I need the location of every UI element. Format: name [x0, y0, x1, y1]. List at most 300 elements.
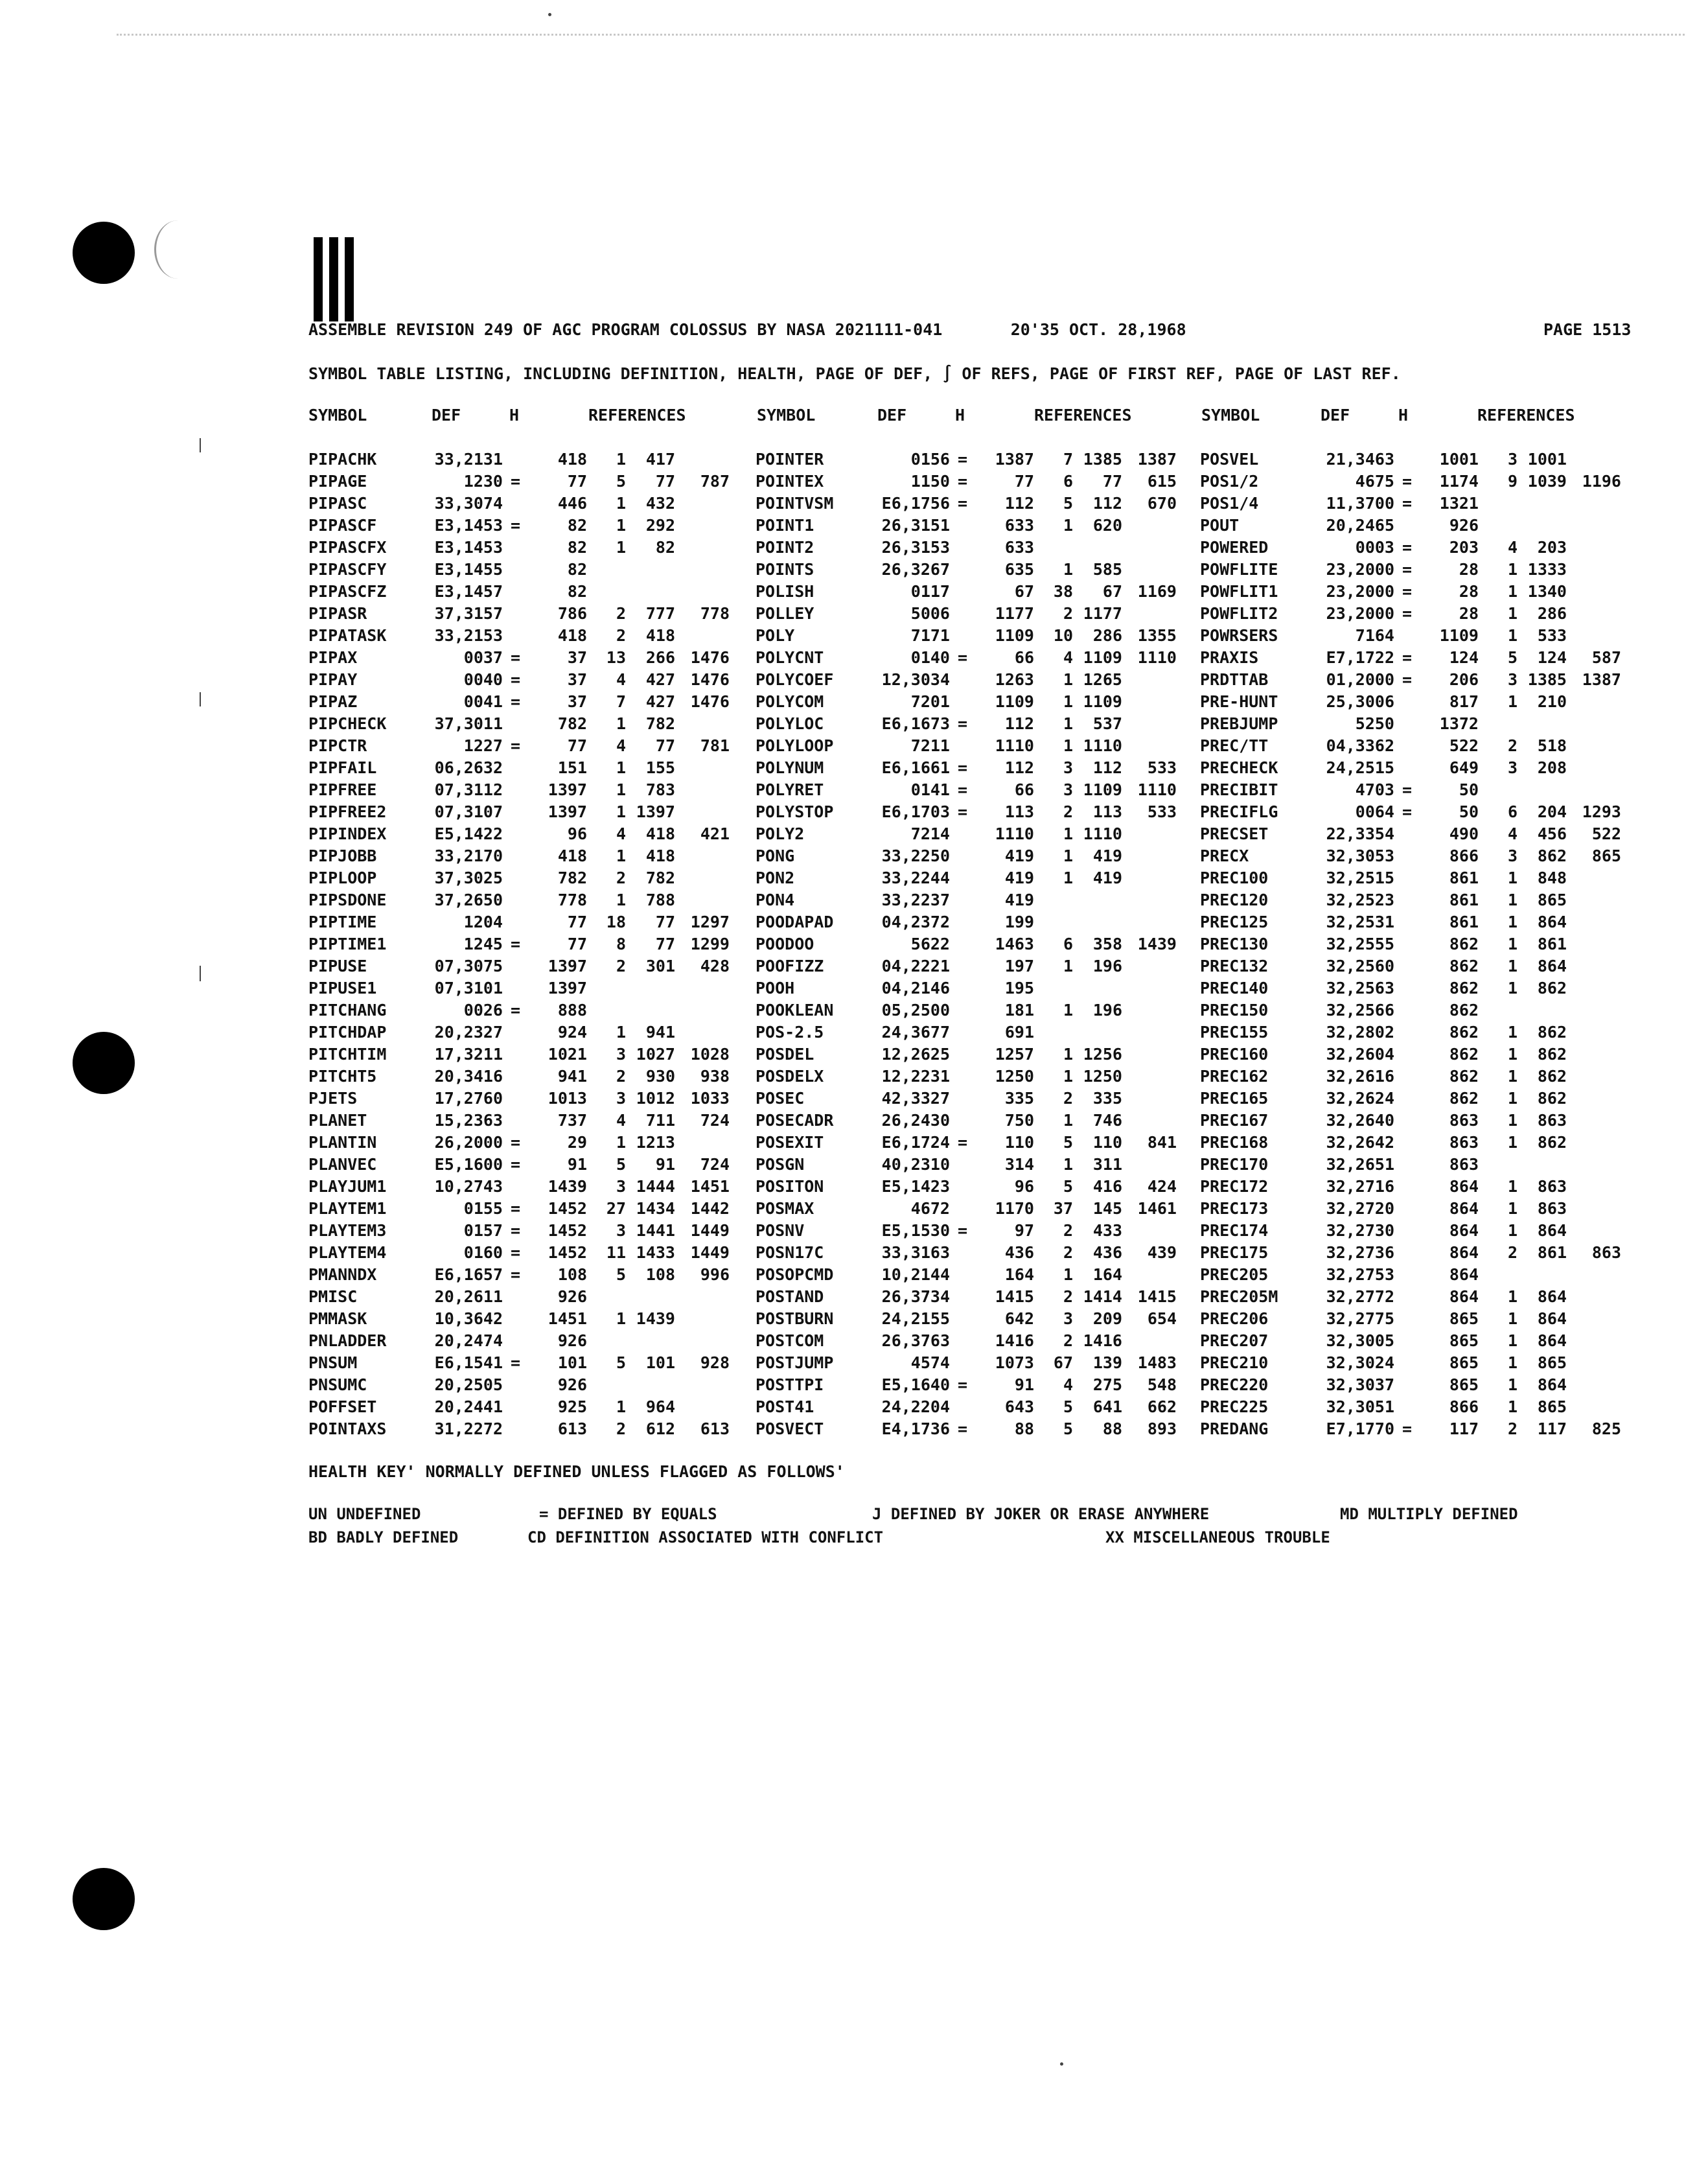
page-of-def: 1372: [1439, 714, 1479, 733]
page-of-def: 926: [557, 1287, 587, 1306]
ref-count: 1: [616, 758, 626, 777]
ref-count: 3: [616, 1089, 626, 1108]
table-row: [1200, 913, 1667, 935]
ref-count: 1: [1063, 869, 1073, 887]
page-of-def: 164: [1004, 1265, 1034, 1284]
table-row: [308, 450, 762, 472]
symbol-name: POINTVSM: [756, 494, 834, 513]
legend-misc-trouble: XX MISCELLANEOUS TROUBLE: [1105, 1528, 1330, 1546]
symbol-name: POSITON: [756, 1177, 824, 1196]
definition: 07,3101: [434, 979, 503, 997]
first-ref: 711: [645, 1111, 675, 1130]
page-of-def: 926: [557, 1375, 587, 1394]
table-row: [756, 935, 1209, 957]
symbol-name: POLY: [756, 626, 795, 645]
ref-count: 1: [1507, 1221, 1518, 1240]
definition: 23,2000: [1326, 604, 1394, 623]
health-flag: =: [958, 1221, 968, 1240]
page-of-def: 37: [567, 692, 587, 711]
symbol-name: PITCHANG: [308, 1001, 387, 1020]
last-ref: 1297: [690, 913, 730, 931]
definition: 33,2153: [434, 626, 503, 645]
symbol-name: PREC100: [1200, 869, 1269, 887]
first-ref: 155: [645, 758, 675, 777]
definition: 32,2640: [1326, 1111, 1394, 1130]
definition: E5,1422: [434, 824, 503, 843]
ref-count: 1: [616, 714, 626, 733]
definition: 32,2560: [1326, 957, 1394, 975]
page-of-def: 864: [1449, 1221, 1479, 1240]
first-ref: 203: [1537, 538, 1567, 557]
first-ref: 1177: [1083, 604, 1122, 623]
first-ref: 1433: [636, 1243, 675, 1262]
ref-count: 1: [1507, 1353, 1518, 1372]
symbol-name: PREC174: [1200, 1221, 1269, 1240]
first-ref: 77: [655, 935, 675, 953]
table-row: [308, 802, 762, 824]
ref-count: 4: [1507, 824, 1518, 843]
definition: 24,2515: [1326, 758, 1394, 777]
symbol-name: PMMASK: [308, 1309, 367, 1328]
page-of-def: 82: [567, 560, 587, 579]
table-row: [756, 626, 1209, 648]
health-flag: =: [958, 648, 968, 667]
table-row: [756, 582, 1209, 604]
symbol-name: POWERED: [1200, 538, 1269, 557]
first-ref: 117: [1537, 1419, 1567, 1438]
first-ref: 1109: [1083, 780, 1122, 799]
symbol-name: POSVEL: [1200, 450, 1259, 469]
page-of-def: 91: [1014, 1375, 1034, 1394]
symbol-name: POLYCOEF: [756, 670, 834, 689]
first-ref: 612: [645, 1419, 675, 1438]
page-of-def: 862: [1449, 1045, 1479, 1064]
table-row: [756, 869, 1209, 891]
table-row: [756, 1067, 1209, 1089]
symbol-name: POLYLOOP: [756, 736, 834, 755]
ref-count: 1: [1063, 846, 1073, 865]
table-row: [1200, 1419, 1667, 1441]
symbol-name: PIPACHK: [308, 450, 377, 469]
page-of-def: 786: [557, 604, 587, 623]
symbol-name: PLAYTEM1: [308, 1199, 387, 1218]
table-row: [1200, 560, 1667, 582]
definition: 32,3005: [1326, 1331, 1394, 1350]
symbol-name: PRECIBIT: [1200, 780, 1278, 799]
first-ref: 861: [1537, 935, 1567, 953]
definition: 0141: [910, 780, 950, 799]
page-of-def: 861: [1449, 891, 1479, 909]
table-row: [756, 1111, 1209, 1133]
definition: 26,3151: [881, 516, 950, 535]
table-row: [308, 714, 762, 736]
definition: 21,3463: [1326, 450, 1394, 469]
ref-count: 1: [1507, 1199, 1518, 1218]
symbol-name: POLISH: [756, 582, 814, 601]
first-ref: 865: [1537, 1353, 1567, 1372]
symbol-name: POSTCOM: [756, 1331, 824, 1350]
definition: 07,3112: [434, 780, 503, 799]
ref-count: 5: [616, 472, 626, 491]
definition: 07,3075: [434, 957, 503, 975]
page-of-def: 82: [567, 516, 587, 535]
definition: 33,2250: [881, 846, 950, 865]
page-of-def: 1451: [548, 1309, 587, 1328]
table-row: [308, 979, 762, 1001]
page-of-def: 1109: [995, 626, 1034, 645]
symbol-name: POST41: [756, 1397, 814, 1416]
page-of-def: 1174: [1439, 472, 1479, 491]
first-ref: 1441: [636, 1221, 675, 1240]
page-of-def: 88: [1014, 1419, 1034, 1438]
table-row: [1200, 1133, 1667, 1155]
last-ref: 1028: [690, 1045, 730, 1064]
last-ref: 533: [1147, 758, 1177, 777]
ref-count: 3: [616, 1177, 626, 1196]
health-flag: =: [511, 670, 521, 689]
page-of-def: 691: [1004, 1023, 1034, 1042]
symbol-name: PIPTIME1: [308, 935, 387, 953]
ref-count: 1: [1063, 1111, 1073, 1130]
symbol-name: POSN17C: [756, 1243, 824, 1262]
symbol-name: POSOPCMD: [756, 1265, 834, 1284]
last-ref: 724: [700, 1155, 730, 1174]
definition: 40,2310: [881, 1155, 950, 1174]
page-of-def: 782: [557, 714, 587, 733]
page-of-def: 91: [567, 1155, 587, 1174]
table-row: [308, 913, 762, 935]
symbol-name: PREBJUMP: [1200, 714, 1278, 733]
ref-count: 67: [1053, 1353, 1073, 1372]
definition: E6,1756: [881, 494, 950, 513]
first-ref: 620: [1092, 516, 1122, 535]
symbol-name: PIPAY: [308, 670, 358, 689]
definition: 0157: [463, 1221, 503, 1240]
first-ref: 112: [1092, 494, 1122, 513]
page-of-def: 1170: [995, 1199, 1034, 1218]
first-ref: 863: [1537, 1199, 1567, 1218]
definition: E7,1770: [1326, 1419, 1394, 1438]
symbol-name: PREC172: [1200, 1177, 1269, 1196]
health-flag: =: [958, 1133, 968, 1152]
page-of-def: 782: [557, 869, 587, 887]
listing-header: ASSEMBLE REVISION 249 OF AGC PROGRAM COLOSSUS BY NASA 2021111-041 20'35 OCT. 28,1968: [308, 320, 1186, 339]
first-ref: 865: [1537, 1397, 1567, 1416]
health-flag: =: [958, 758, 968, 777]
symbol-name: PREDANG: [1200, 1419, 1269, 1438]
legend-multiply-defined: MD MULTIPLY DEFINED: [1340, 1505, 1518, 1523]
definition: 37,2650: [434, 891, 503, 909]
symbol-name: POLYNUM: [756, 758, 824, 777]
table-row: [756, 1089, 1209, 1111]
last-ref: 1476: [690, 648, 730, 667]
table-row: [756, 1023, 1209, 1045]
table-row: [1200, 1375, 1667, 1397]
symbol-name: PREC175: [1200, 1243, 1269, 1262]
first-ref: 864: [1537, 913, 1567, 931]
definition: 12,2231: [881, 1067, 950, 1086]
ref-count: 1: [1507, 692, 1518, 711]
ref-count: 1: [1063, 1045, 1073, 1064]
first-ref: 1109: [1083, 692, 1122, 711]
ref-count: 1: [1063, 670, 1073, 689]
table-row: [1200, 1397, 1667, 1419]
first-ref: 113: [1092, 802, 1122, 821]
symbol-column-3: [1200, 450, 1667, 1441]
definition: 0156: [910, 450, 950, 469]
symbol-name: POINTER: [756, 450, 824, 469]
definition: 33,3074: [434, 494, 503, 513]
health-flag: =: [511, 736, 521, 755]
ref-count: 6: [1063, 935, 1073, 953]
table-row: [308, 648, 762, 670]
table-row: [308, 604, 762, 626]
table-row: [1200, 1023, 1667, 1045]
page-of-def: 862: [1449, 935, 1479, 953]
paper-edge-dots: [117, 34, 1685, 38]
first-ref: 1213: [636, 1133, 675, 1152]
page-of-def: 77: [567, 935, 587, 953]
first-ref: 77: [655, 913, 675, 931]
first-ref: 1265: [1083, 670, 1122, 689]
ref-count: 3: [1507, 758, 1518, 777]
table-row: [756, 538, 1209, 560]
table-row: [756, 1045, 1209, 1067]
ref-count: 5: [616, 1155, 626, 1174]
first-ref: 108: [645, 1265, 675, 1284]
page-of-def: 37: [567, 670, 587, 689]
ref-count: 4: [1063, 1375, 1073, 1394]
page-of-def: 926: [1449, 516, 1479, 535]
page-of-def: 1177: [995, 604, 1034, 623]
table-row: [308, 1177, 762, 1199]
symbol-name: PIPAX: [308, 648, 358, 667]
symbol-name: PREC160: [1200, 1045, 1269, 1064]
ref-count: 1: [616, 538, 626, 557]
page-of-def: 635: [1004, 560, 1034, 579]
ref-count: 13: [606, 648, 626, 667]
health-flag: =: [511, 1155, 521, 1174]
first-ref: 1439: [636, 1309, 675, 1328]
definition: 33,2131: [434, 450, 503, 469]
symbol-name: PRECIFLG: [1200, 802, 1278, 821]
definition: 05,2500: [881, 1001, 950, 1020]
ref-count: 1: [1063, 692, 1073, 711]
first-ref: 416: [1092, 1177, 1122, 1196]
symbol-name: PREC207: [1200, 1331, 1269, 1350]
first-ref: 1012: [636, 1089, 675, 1108]
ref-count: 3: [616, 1045, 626, 1064]
last-ref: 670: [1147, 494, 1177, 513]
definition: 33,2170: [434, 846, 503, 865]
page-of-def: 1397: [548, 957, 587, 975]
ref-count: 1: [616, 1133, 626, 1152]
table-row: [1200, 648, 1667, 670]
symbol-name: PON4: [756, 891, 795, 909]
first-ref: 864: [1537, 1221, 1567, 1240]
table-row: [308, 1199, 762, 1221]
definition: 11,3700: [1326, 494, 1394, 513]
page-of-def: 862: [1449, 1089, 1479, 1108]
page-of-def: 1452: [548, 1199, 587, 1218]
definition: 26,2430: [881, 1111, 950, 1130]
first-ref: 585: [1092, 560, 1122, 579]
first-ref: 432: [645, 494, 675, 513]
symbol-name: PIPLOOP: [308, 869, 377, 887]
health-flag: =: [1402, 494, 1413, 513]
ref-count: 2: [616, 626, 626, 645]
first-ref: 533: [1537, 626, 1567, 645]
definition: 32,2523: [1326, 891, 1394, 909]
last-ref: 1415: [1137, 1287, 1177, 1306]
definition: 0155: [463, 1199, 503, 1218]
table-row: [308, 1045, 762, 1067]
table-row: [1200, 582, 1667, 604]
page-of-def: 926: [557, 1331, 587, 1350]
page-of-def: 203: [1449, 538, 1479, 557]
ref-count: 3: [1063, 758, 1073, 777]
page-of-def: 50: [1459, 802, 1479, 821]
symbol-name: POUT: [1200, 516, 1240, 535]
definition: 32,2555: [1326, 935, 1394, 953]
page-of-def: 861: [1449, 913, 1479, 931]
ref-count: 2: [1507, 736, 1518, 755]
symbol-name: PREC165: [1200, 1089, 1269, 1108]
first-ref: 788: [645, 891, 675, 909]
page-of-def: 778: [557, 891, 587, 909]
definition: 1150: [910, 472, 950, 491]
health-key-title: HEALTH KEY' NORMALLY DEFINED UNLESS FLAGGED AS FOLLOWS': [308, 1462, 845, 1481]
ref-count: 2: [616, 1419, 626, 1438]
first-ref: 88: [1102, 1419, 1122, 1438]
first-ref: 67: [1102, 582, 1122, 601]
table-row: [308, 1089, 762, 1111]
symbol-name: PREC162: [1200, 1067, 1269, 1086]
table-row: [1200, 780, 1667, 802]
page-of-def: 862: [1449, 979, 1479, 997]
symbol-name: PIPTIME: [308, 913, 377, 931]
table-row: [308, 891, 762, 913]
table-row: [756, 1375, 1209, 1397]
page-of-def: 633: [1004, 538, 1034, 557]
ref-count: 1: [616, 802, 626, 821]
page-of-def: 28: [1459, 560, 1479, 579]
ref-count: 1: [1063, 714, 1073, 733]
col-head-def: DEF: [1321, 406, 1350, 425]
definition: 0041: [463, 692, 503, 711]
page-of-def: 864: [1449, 1243, 1479, 1262]
definition: 42,3327: [881, 1089, 950, 1108]
ref-count: 2: [1063, 1089, 1073, 1108]
table-row: [1200, 1287, 1667, 1309]
last-ref: 1449: [690, 1221, 730, 1240]
symbol-name: POSTTPI: [756, 1375, 824, 1394]
symbol-name: PITCHTIM: [308, 1045, 387, 1064]
definition: E5,1530: [881, 1221, 950, 1240]
ref-count: 1: [616, 1397, 626, 1416]
page-of-def: 199: [1004, 913, 1034, 931]
definition: E6,1661: [881, 758, 950, 777]
first-ref: 101: [645, 1353, 675, 1372]
page-of-def: 206: [1449, 670, 1479, 689]
symbol-name: POSEC: [756, 1089, 805, 1108]
symbol-name: PIPFREE: [308, 780, 377, 799]
ref-count: 1: [616, 516, 626, 535]
table-row: [756, 979, 1209, 1001]
health-flag: =: [1402, 582, 1413, 601]
ref-count: 6: [1063, 472, 1073, 491]
page-of-def: 633: [1004, 516, 1034, 535]
first-ref: 1109: [1083, 648, 1122, 667]
first-ref: 196: [1092, 957, 1122, 975]
page-of-def: 77: [567, 913, 587, 931]
ref-count: 3: [1063, 780, 1073, 799]
ref-count: 1: [1063, 957, 1073, 975]
symbol-name: PREC130: [1200, 935, 1269, 953]
symbol-name: PIPASCF: [308, 516, 377, 535]
symbol-column-1: [308, 450, 762, 1441]
ref-count: 4: [1063, 648, 1073, 667]
table-row: [308, 824, 762, 846]
table-row: [1200, 1309, 1667, 1331]
symbol-name: PIPAZ: [308, 692, 358, 711]
first-ref: 456: [1537, 824, 1567, 843]
first-ref: 930: [645, 1067, 675, 1086]
ref-count: 1: [1507, 1023, 1518, 1042]
page-of-def: 649: [1449, 758, 1479, 777]
table-row: [1200, 670, 1667, 692]
ref-count: 1: [1507, 1067, 1518, 1086]
first-ref: 1414: [1083, 1287, 1122, 1306]
symbol-name: PRAXIS: [1200, 648, 1259, 667]
ref-count: 5: [1063, 1419, 1073, 1438]
page-of-def: 737: [557, 1111, 587, 1130]
table-row: [1200, 1243, 1667, 1265]
table-row: [308, 1221, 762, 1243]
ref-count: 1: [1507, 957, 1518, 975]
table-row: [308, 758, 762, 780]
table-row: [756, 1221, 1209, 1243]
ref-count: 5: [1063, 1177, 1073, 1196]
first-ref: 427: [645, 692, 675, 711]
definition: 32,2642: [1326, 1133, 1394, 1152]
symbol-name: POINTS: [756, 560, 814, 579]
symbol-name: PREC220: [1200, 1375, 1269, 1394]
page-of-def: 863: [1449, 1133, 1479, 1152]
table-row: [1200, 869, 1667, 891]
definition: 20,2611: [434, 1287, 503, 1306]
last-ref: 613: [700, 1419, 730, 1438]
table-row: [308, 846, 762, 869]
definition: 5622: [910, 935, 950, 953]
table-row: [308, 1067, 762, 1089]
table-row: [756, 1397, 1209, 1419]
definition: 32,2772: [1326, 1287, 1394, 1306]
symbol-name: POSTAND: [756, 1287, 824, 1306]
symbol-name: PIPCTR: [308, 736, 367, 755]
first-ref: 862: [1537, 1067, 1567, 1086]
definition: 32,3024: [1326, 1353, 1394, 1372]
definition: 01,2000: [1326, 670, 1394, 689]
last-ref: 781: [700, 736, 730, 755]
first-ref: 1385: [1083, 450, 1122, 469]
table-row: [1200, 1089, 1667, 1111]
symbol-name: POSTJUMP: [756, 1353, 834, 1372]
last-ref: 996: [700, 1265, 730, 1284]
definition: 0117: [910, 582, 950, 601]
page-of-def: 1397: [548, 979, 587, 997]
symbol-name: PMANNDX: [308, 1265, 377, 1284]
